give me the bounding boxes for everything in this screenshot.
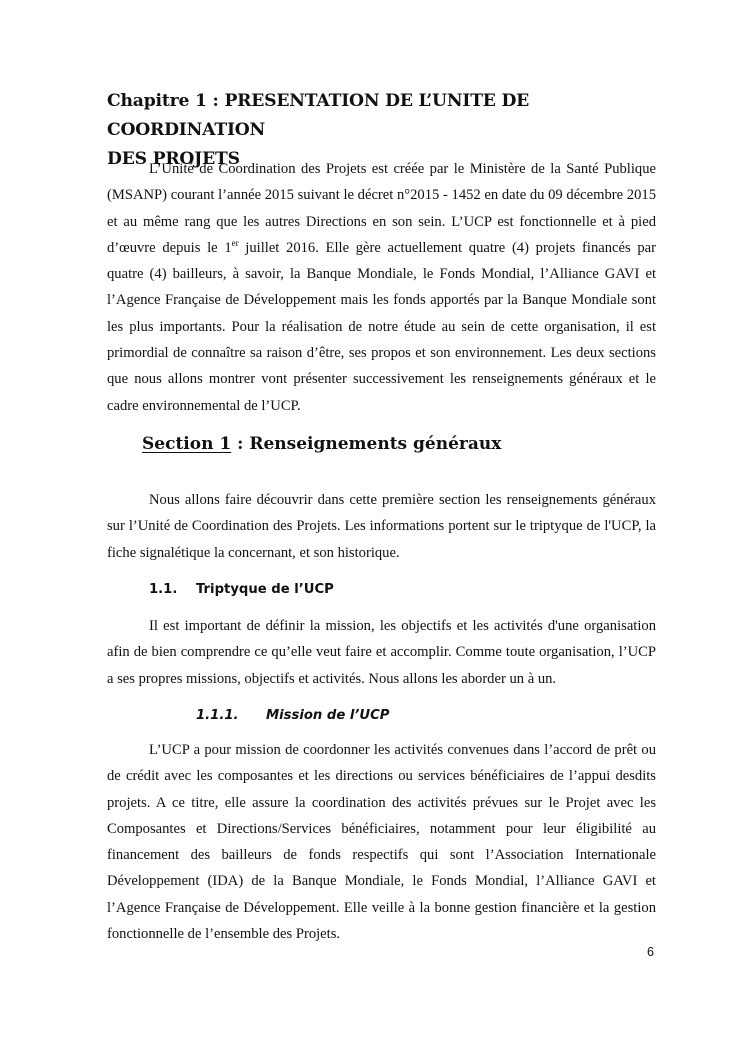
section-1-heading (142, 431, 501, 457)
intro-text-part-2: juillet 2016. Elle gère actuellement quatre (4) projets financés par quatre (4) bailleurs, à savoir, la Banque Mondiale, le Fonds Mondial, l’Alliance GAVI et l’Agence Française de Développement mais les fonds apportés par la Banque Mondiale sont les plus importants. Pour la réalisation de notre étude au sein de cette organisation, il est primordial de connaître sa raison d’être, ses propos et son environnement. Les deux sections que nous allons montrer vont présenter successivement les renseignements généraux et le cadre environnemental de l’UCP. (107, 239, 656, 414)
section-1-paragraph: Nous allons faire découvrir dans cette première section les renseignements généraux sur l’Unité de Coordination des Projets. Les informations portent sur le triptyque de l'UCP, la fiche signalétique la concernant, et son historique. (107, 492, 656, 561)
mission-paragraph: L’UCP a pour mission de coordonner les activités convenues dans l’accord de prêt ou de crédit avec les composantes et les directions ou services bénéficiaires de l’appui desdits projets. A ce titre, elle assure la coordination des activités prévues sur le Projet avec les Composantes et Directions/Services bénéficiaires, notamment pour leur éligibilité au financement des bailleurs de fonds respectifs qui sont l’Association Internationale Développement (IDA) de la Banque Mondiale, le Fonds Mondial, l’Alliance GAVI et l’Agence Française de Développement. Elle veille à la bonne gestion financière et la gestion fonctionnelle de l’ensemble des Projets. (107, 742, 656, 943)
subsection-1-1-heading (149, 580, 334, 600)
section-1-label: Section 1 (142, 434, 232, 454)
ordinal-superscript: er (231, 238, 239, 249)
page-number: 6 (647, 945, 654, 959)
subsection-1-1-1-heading (196, 706, 389, 726)
intro-paragraph (107, 156, 656, 419)
subsection-1-1-number: 1.1. (149, 582, 178, 597)
subsection-1-1-title: Triptyque de l’UCP (196, 582, 334, 597)
section-1-title: : Renseignements généraux (231, 434, 502, 454)
intro-text-part-1: L’Unité de Coordination des Projets est créée par le Ministère de la Santé Publique (MSANP) courant l’année 2015 suivant le décret n°2015 - 1452 en date du 09 décembre 2015 et au même rang que les autres Directions en son sein. L’UCP est fonctionnelle et à pied d’œuvre depuis le 1 (107, 161, 656, 256)
chapter-title-line-2: DES PROJETS (107, 149, 240, 169)
subsection-1-1-paragraph: Il est important de définir la mission, les objectifs et les activités d'une organisation afin de bien comprendre ce qu’elle veut faire et accomplir. Comme toute organisation, l’UCP a ses propres missions, objectifs et activités. Nous allons les aborder un à un. (107, 618, 656, 687)
subsection-1-1-1-number: 1.1.1. (196, 708, 239, 723)
subsection-1-1-1-title: Mission de l’UCP (266, 708, 390, 723)
chapter-title-line-1: Chapitre 1 : PRESENTATION DE L’UNITE DE COORDINATION (107, 91, 530, 140)
